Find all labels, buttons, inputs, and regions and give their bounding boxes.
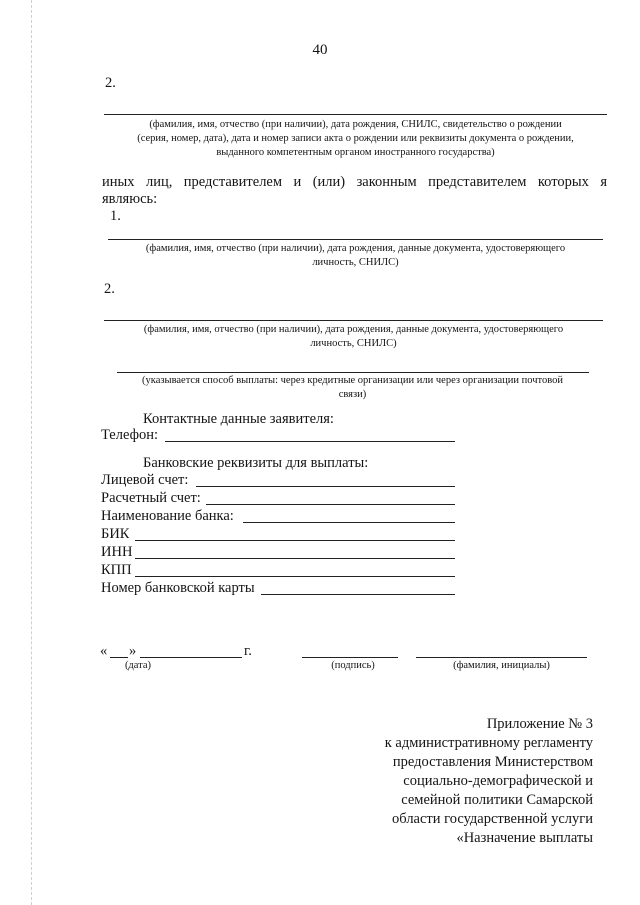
appendix-line4: социально-демографической и [403,773,593,789]
personal-account-fill-line [196,486,455,487]
appendix-header [350,715,593,848]
bik-label: БИК [101,526,130,542]
date-open-quote: « [100,643,108,659]
date-month-year-fill-line [140,657,242,658]
other-persons-line1: иных лиц, представителем и (или) законным представителем которых я [102,174,607,190]
page-number: 40 [312,42,328,58]
appendix-line3: предоставления Министерством [392,754,593,770]
bank-name-fill-line [243,522,455,523]
child-info-caption [104,118,607,160]
payment-method-caption-line1: (указывается способ выплаты: через кредитные организации или через организации почтовой [142,375,563,386]
child-info-caption-line2: (серия, номер, дата), дата и номер записи акта о рождении или реквизиты документа о рождении, [137,133,574,144]
signature-caption: (подпись) [331,660,375,671]
person-b-caption-line2: личность, СНИЛС) [310,338,397,349]
person-a-caption-line1: (фамилия, имя, отчество (при наличии), дата рождения, данные документа, удостоверяющего [145,243,566,254]
appendix-line6: области государственной услуги [392,811,593,827]
person-a-caption-line2: личность, СНИЛС) [312,257,399,268]
other-persons-paragraph [102,174,607,208]
signature-fill-line [302,657,398,658]
appendix-line2: к административному регламенту [384,735,593,751]
other-persons-line2: являюсь: [102,191,158,207]
payment-method-caption [110,374,595,402]
name-initials-fill-line [416,657,587,658]
date-year-suffix: г. [244,643,252,659]
item-2-top-number: 2. [105,75,116,91]
name-initials-caption: (фамилия, инициалы) [453,660,550,671]
item-2-fill-line [104,320,603,321]
personal-account-label: Лицевой счет: [101,472,189,488]
phone-fill-line [165,441,455,442]
settlement-account-fill-line [206,504,455,505]
bank-name-label: Наименование банка: [101,508,234,524]
person-b-caption-line1: (фамилия, имя, отчество (при наличии), дата рождения, данные документа, удостоверяющего [143,324,564,335]
payment-method-fill-line [117,372,589,373]
date-close-quote: » [129,643,137,659]
inn-fill-line [135,558,455,559]
card-number-label: Номер банковской карты [101,580,255,596]
card-number-fill-line [261,594,455,595]
child-info-caption-line3: выданного компетентным органом иностранного государства) [216,147,495,158]
bank-heading: Банковские реквизиты для выплаты: [143,455,369,471]
margin-guide-line [31,0,32,905]
kpp-fill-line [135,576,455,577]
inn-label: ИНН [101,544,133,560]
date-day-fill-line [110,657,128,658]
bik-fill-line [135,540,455,541]
contacts-heading: Контактные данные заявителя: [143,411,334,427]
item-2-number: 2. [104,281,115,297]
appendix-line1: Приложение № 3 [486,716,593,732]
person-a-caption [108,242,603,270]
child-info-caption-line1: (фамилия, имя, отчество (при наличии), дата рождения, СНИЛС, свидетельство о рождении [149,119,562,130]
payment-method-caption-line2: связи) [338,389,367,400]
item-1-number: 1. [110,208,121,224]
appendix-line5: семейной политики Самарской [401,792,593,808]
person-b-caption [104,323,603,351]
kpp-label: КПП [101,562,132,578]
settlement-account-label: Расчетный счет: [101,490,201,506]
phone-label: Телефон: [101,427,159,443]
item-2-top-fill-line [104,114,607,115]
date-caption: (дата) [124,660,152,671]
item-1-fill-line [108,239,603,240]
appendix-line7: «Назначение выплаты [456,830,593,846]
